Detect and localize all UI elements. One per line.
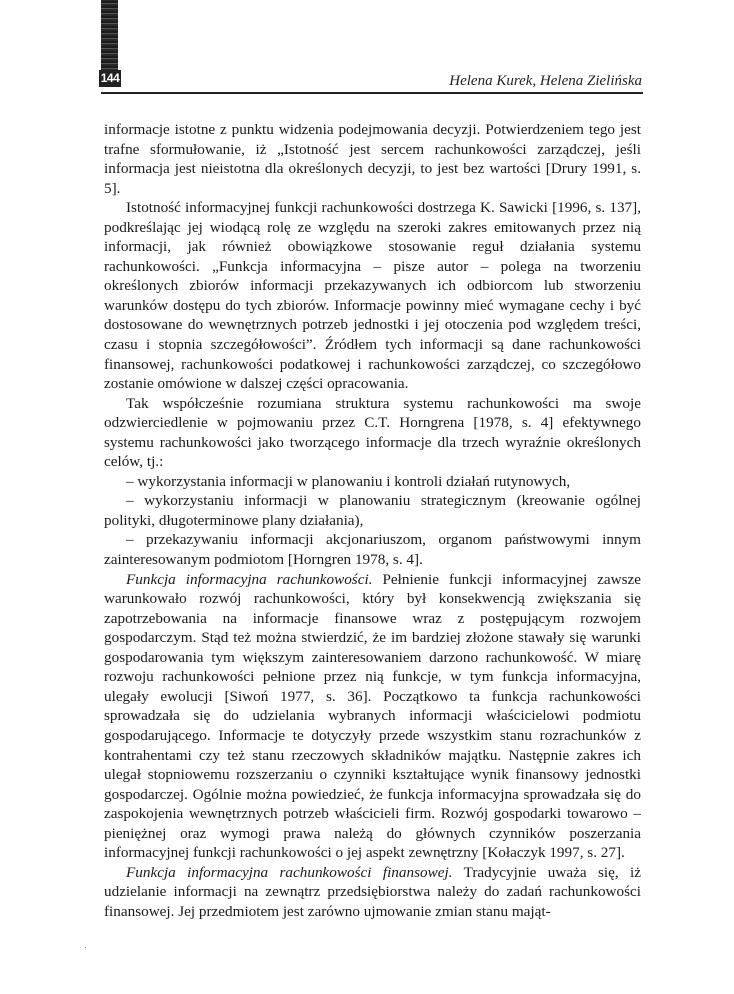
section-lead-heading: Funkcja informacyjna rachunkowości finansowej. <box>126 863 453 881</box>
list-item-3: – przekazywaniu informacji akcjonariuszom, organom państwowymi innym zainteresowanym podmiotom [Horngren 1978, s. 4]. <box>104 531 641 569</box>
paragraph-information-function: Funkcja informacyjna rachunkowości. Pełnienie funkcji informacyjnej zawsze warunkowało rozwój rachunkowości, który był konsekwencją zwiększania się zapotrzebowania na informacje finansowe wraz z postępującym rozwojem gospodarczym. Stąd też można stwierdzić, że im bardziej złożone stawały się warunki gospodarowania tym większym zainteresowaniem darzono rachunkowość. W miarę rozwoju rachunkowości pełnione przez nią funkcje, w tym funkcja informacyjna, ulegały ewolucji [Siwoń 1977, s. 36]. Początkowo ta funkcja rachunkowości sprowadzała się do udzielania wybranych informacji właścicielowi podmiotu gospodarującego. Informacje te dotyczyły przede wszystkim stanu rozrachunków z kontrahentami czy też stanu rzeczowych składników majątku. Następnie zakres ich ulegał stopniowemu rozszerzaniu o czynniki kształtujące wynik finansowy jednostki gospodarczej. Ogólnie można powiedzieć, że funkcja informacyjna sprowadzała się do zaspokojenia wewnętrznych potrzeb właścicieli firm. Rozwój gospodarki towarowo – pieniężnej oraz wymogi prawa należą do głównych czynników poszerzania informacyjnej funkcji rachunkowości o jej aspekt zewnętrzny [Kołaczyk 1997, s. 27]. <box>104 570 642 862</box>
body-text <box>104 120 641 921</box>
header-rule <box>101 92 643 94</box>
paragraph-horngren: Tak współcześnie rozumiana struktura systemu rachunkowości ma swoje odzwierciedlenie w pojmowaniu przez C.T. Horngrena [1978, s. 4] efektywnego systemu rachunkowości jako tworzącego informacje dla trzech wyraźnie określonych celów, tj.: <box>104 394 641 471</box>
paragraph-sawicki: Istotność informacyjnej funkcji rachunkowości dostrzega K. Sawicki [1996, s. 137], podkreślając jej wiodącą rolę ze względu na szeroki zakres emitowanych przez nią informacji, jak również obowiązkowe stosowanie reguł działania systemu rachunkowości. „Funkcja informacyjna – pisze autor – polega na tworzeniu określonych zbiorów informacji przekazywanych ich odbiorcom lub stworzeniu warunków dostępu do tych zbiorów. Informacje powinny mieć wymagane cechy i być dostosowane do wewnętrznych potrzeb jednostki i jej otoczenia pod względem treści, czasu i stopnia szczegółowości”. Źródłem tych informacji są dane rachunkowości finansowej, rachunkowości podatkowej i rachunkowości zarządczej, co szczegółowo zostanie omówione w dalszej części opracowania. <box>104 199 641 393</box>
list-item-2: – wykorzystaniu informacji w planowaniu strategicznym (kreowanie ogólnej polityki, długoterminowe plany działania), <box>104 492 641 529</box>
paragraph-continuation: informacje istotne z punktu widzenia podejmowania decyzji. Potwierdzeniem tego jest trafne sformułowanie, iż „Istotność jest sercem rachunkowości zarządczej, jeśli informacja jest nieistotna dla określonych decyzji, to jest bez wartości [Drury 1991, s. 5]. <box>104 121 641 197</box>
list-item-1: – wykorzystania informacji w planowaniu i kontroli działań rutynowych, <box>126 472 571 490</box>
page-number: 144 <box>100 71 120 85</box>
running-head-authors: Helena Kurek, Helena Zielińska <box>449 73 642 89</box>
section-lead-heading: Funkcja informacyjna rachunkowości. <box>126 570 373 588</box>
scan-speck <box>85 947 86 948</box>
paragraph-financial-accounting: Funkcja informacyjna rachunkowości finansowej. Tradycyjnie uważa się, iż udzielanie informacji na zewnątrz przedsiębiorstwa należy do zadań rachunkowości finansowej. Jej przedmiotem jest zarówno ujmowanie zmian stanu mająt- <box>104 863 641 920</box>
